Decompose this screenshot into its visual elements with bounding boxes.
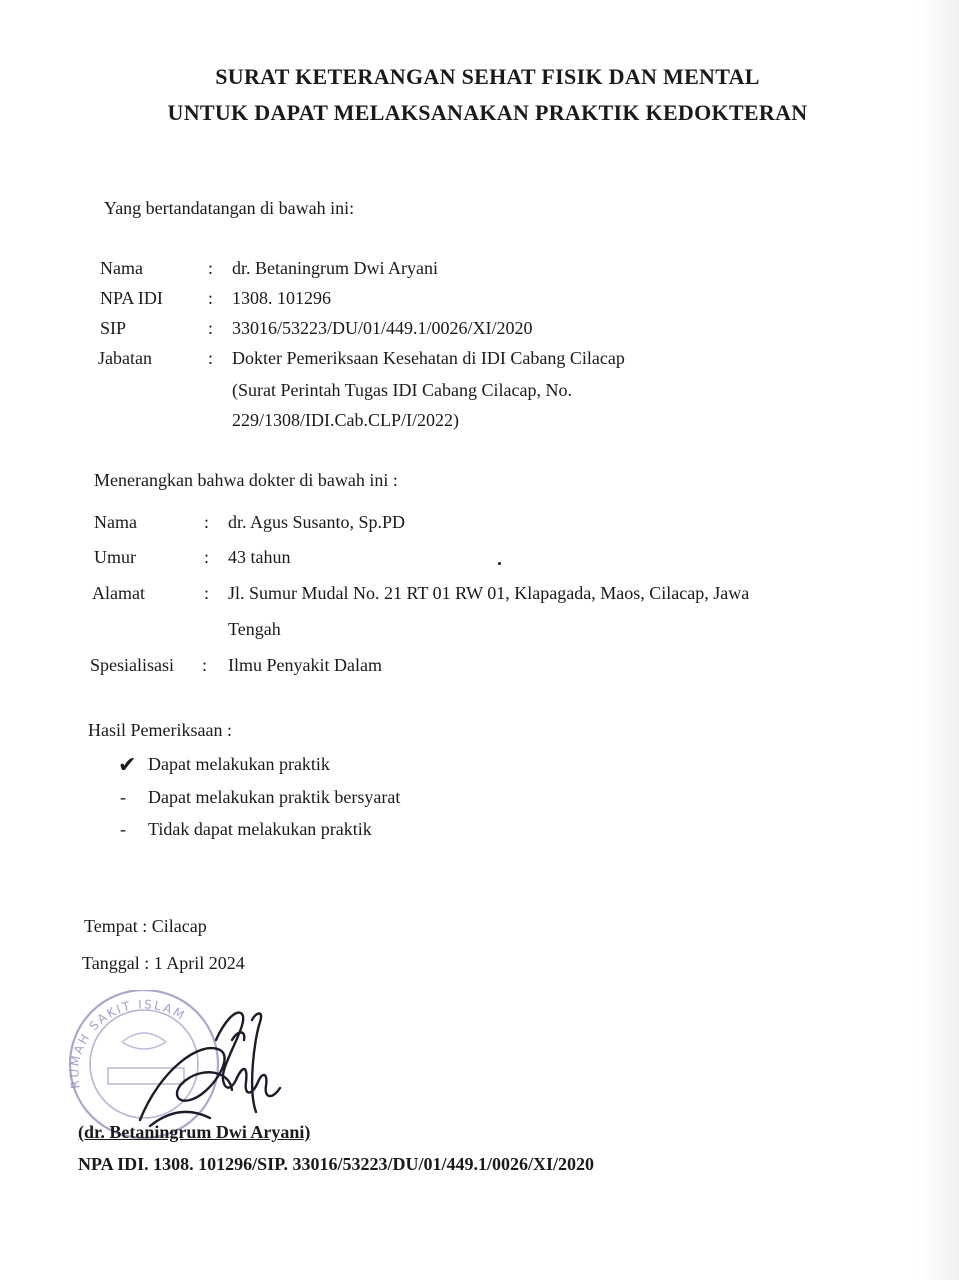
colon: : [204,547,210,567]
colon: : [204,583,210,603]
place-text: Tempat : Cilacap [84,916,207,936]
doctor-umur-value: 43 tahun [228,547,291,567]
result-item-text: Tidak dapat melakukan praktik [148,819,372,839]
colon: : [202,655,208,675]
results-heading: Hasil Pemeriksaan : [88,720,232,740]
result-item-text: Dapat melakukan praktik bersyarat [148,787,401,807]
signer-name: (dr. Betaningrum Dwi Aryani) [78,1122,311,1142]
colon: : [208,258,214,278]
signer-jabatan-line-2: (Surat Perintah Tugas IDI Cabang Cilacap, No. [232,380,572,400]
signer-nama-value: dr. Betaningrum Dwi Aryani [232,258,438,278]
signer-npa-label: NPA IDI [100,288,163,308]
doctor-alamat-label: Alamat [92,583,145,603]
dash-bullet: - [120,787,126,807]
stamp-text: RUMAH SAKIT ISLAM [67,997,189,1090]
document-title-line-2: UNTUK DAPAT MELAKSANAKAN PRAKTIK KEDOKTERAN [167,100,808,125]
signer-jabatan-label: Jabatan [98,348,152,368]
stray-dot [498,562,501,565]
signer-npa-sip: NPA IDI. 1308. 101296/SIP. 33016/53223/DU/01/449.1/0026/XI/2020 [78,1154,595,1174]
doctor-nama-value: dr. Agus Susanto, Sp.PD [228,512,406,532]
intro-text: Yang bertandatangan di bawah ini: [104,198,355,218]
doctor-spesialisasi-label: Spesialisasi [90,655,174,675]
handwritten-signature [120,1000,320,1140]
doctor-alamat-line-2: Tengah [228,619,281,639]
dash-bullet: - [120,819,126,839]
colon: : [204,512,210,532]
doctor-umur-label: Umur [94,547,136,567]
signer-sip-value: 33016/53223/DU/01/449.1/0026/XI/2020 [232,318,533,338]
signer-nama-label: Nama [100,258,143,278]
check-icon: ✔ [118,752,137,777]
signer-npa-value: 1308. 101296 [232,288,331,308]
doctor-alamat-line-1: Jl. Sumur Mudal No. 21 RT 01 RW 01, Klapagada, Maos, Cilacap, Jawa [228,583,750,603]
colon: : [208,288,214,308]
date-text: Tanggal : 1 April 2024 [82,953,245,973]
signer-jabatan-line-3: 229/1308/IDI.Cab.CLP/I/2022) [232,410,459,430]
document-title-line-1: SURAT KETERANGAN SEHAT FISIK DAN MENTAL [215,64,760,89]
page-edge-shadow [919,0,959,1280]
doctor-nama-label: Nama [94,512,137,532]
signer-sip-label: SIP [100,318,127,338]
statement-text: Menerangkan bahwa dokter di bawah ini : [94,470,398,490]
colon: : [208,318,214,338]
colon: : [208,348,214,368]
result-item-text: Dapat melakukan praktik [148,754,330,774]
signer-jabatan-line-1: Dokter Pemeriksaan Kesehatan di IDI Cabang Cilacap [232,348,625,368]
doctor-spesialisasi-value: Ilmu Penyakit Dalam [228,655,382,675]
